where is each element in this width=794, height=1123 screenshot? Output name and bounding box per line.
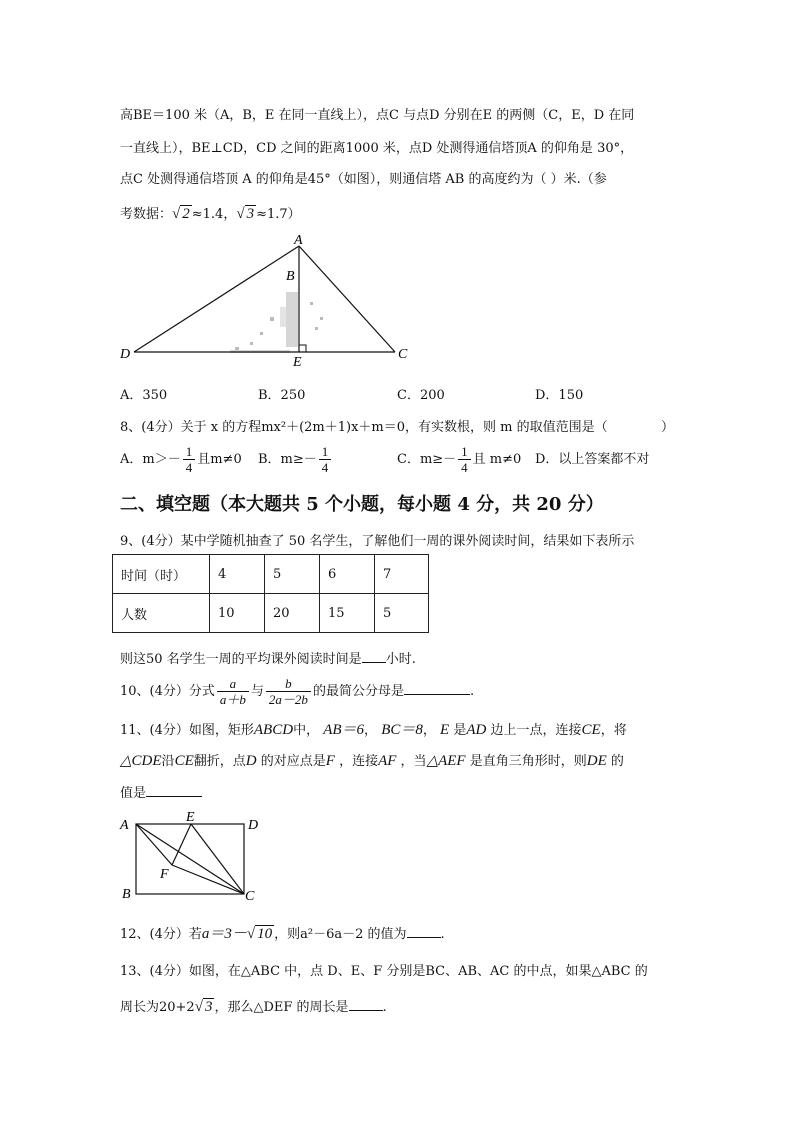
q11-text: 的 bbox=[610, 754, 624, 769]
q13-end: . bbox=[382, 1000, 387, 1015]
q8-option-d[interactable]: D．以上答案都不对 bbox=[535, 452, 650, 467]
sqrt-3: √ 3 bbox=[194, 999, 213, 1015]
math-a-equals: a＝3－ bbox=[201, 926, 247, 942]
q11-text: ， bbox=[422, 723, 436, 738]
table-cell: 4 bbox=[210, 555, 265, 594]
table-cell: 时间（时） bbox=[113, 555, 210, 594]
q11-figure bbox=[112, 812, 272, 902]
q9-answer-prefix: 则这50 名学生一周的平均课外阅读时间是 bbox=[120, 652, 362, 667]
table-row bbox=[113, 594, 429, 633]
q7-option-b[interactable]: B．250 bbox=[258, 388, 306, 403]
math-ce: CE bbox=[581, 722, 601, 738]
math-abcd: ABCD bbox=[253, 722, 294, 738]
q11-text: 中， bbox=[293, 723, 320, 738]
q8-option-b-prefix: B．m≥－ bbox=[258, 452, 317, 467]
q8-option-c-suffix: 且 m≠0 bbox=[472, 452, 522, 467]
q12-end: . bbox=[440, 927, 445, 942]
table-cell: 6 bbox=[320, 555, 375, 594]
q9-answer-line bbox=[120, 648, 416, 667]
q11-text: 的对应点是 bbox=[260, 754, 326, 769]
q9-answer-suffix: 小时. bbox=[385, 652, 416, 667]
answer-blank[interactable] bbox=[362, 650, 386, 663]
q10-line bbox=[120, 672, 474, 712]
q12-suffix: ，则a²－6a－2 的值为 bbox=[274, 927, 407, 942]
q13-suffix: ，那么△DEF 的周长是 bbox=[214, 1000, 349, 1015]
q7-option-c[interactable]: C．200 bbox=[397, 388, 445, 403]
sqrt-3: √ 3 bbox=[236, 206, 255, 222]
math-aef: △AEF bbox=[426, 753, 466, 769]
q11-line-3 bbox=[120, 782, 202, 801]
section-2-heading: 二、填空题（本大题共 5 个小题，每小题 4 分，共 20 分） bbox=[120, 494, 604, 515]
label-d: D bbox=[248, 818, 259, 833]
q8-option-b[interactable] bbox=[258, 440, 333, 480]
q11-text: ， bbox=[364, 723, 378, 738]
fraction-1-4: $\frac{1}{4}$ bbox=[319, 444, 332, 475]
q7-line-3: 点C 处测得通信塔顶 A 的仰角是45°（如图），则通信塔 AB 的高度约为（ ）米.（参 bbox=[120, 172, 607, 187]
q11-text: 值是 bbox=[120, 786, 147, 801]
figure-speckle bbox=[230, 292, 323, 353]
q10-suffix: 的最简公分母是 bbox=[312, 684, 404, 699]
approx-1: ≈1.4， bbox=[191, 207, 237, 222]
label-a: A bbox=[294, 233, 303, 248]
line-ef bbox=[172, 824, 191, 865]
label-a: A bbox=[120, 818, 129, 833]
label-b: B bbox=[122, 887, 131, 902]
q8-close-paren: ） bbox=[661, 420, 675, 435]
math-af: AF bbox=[378, 753, 397, 769]
q10-end: . bbox=[469, 684, 475, 699]
table-cell: 人数 bbox=[113, 594, 210, 633]
q13-line-1: 13、(4分）如图，在△ABC 中，点 D、E、F 分别是BC、AB、AC 的中点，如果△ABC 的 bbox=[120, 964, 648, 979]
q8-option-c-prefix: C．m≥－ bbox=[397, 452, 457, 467]
q12-line bbox=[120, 922, 445, 943]
label-c: C bbox=[398, 347, 408, 362]
q11-text: 边上一点，连接 bbox=[490, 723, 582, 738]
table-cell: 10 bbox=[210, 594, 265, 633]
fraction-b-over-2a-minus-2b: $\frac{b}{2a-2b}$ bbox=[266, 676, 311, 707]
math-bc-8: BC＝8 bbox=[381, 722, 423, 738]
table-row bbox=[113, 555, 429, 594]
right-angle-mark bbox=[299, 345, 306, 352]
q11-text: ，连接 bbox=[339, 754, 379, 769]
q8-stem-text: 8、(4分）关于 x 的方程mx²＋(2m＋1)x＋m＝0，有实数根，则 m 的取值范围是（ bbox=[120, 420, 608, 435]
q8-stem bbox=[120, 416, 608, 435]
q11-text: ，将 bbox=[600, 723, 627, 738]
q7-line-2: 一直线上），BE⊥CD，CD 之间的距离1000 米，点D 处测得通信塔顶A 的仰角是 30°， bbox=[120, 141, 634, 156]
fraction-a-over-a-plus-b: $\frac{a}{a+b}$ bbox=[217, 676, 249, 707]
q7-option-d[interactable]: D．150 bbox=[535, 388, 584, 403]
table-cell: 5 bbox=[375, 594, 429, 633]
math-ab-6: AB＝6 bbox=[323, 722, 365, 738]
q9-stem: 9、(4分）某中学随机抽查了 50 名学生，了解他们一周的课外阅读时间，结果如下表所示 bbox=[120, 534, 635, 549]
q7-line-1: 高BE＝100 米（A，B，E 在同一直线上），点C 与点D 分别在E 的两侧（C，E，D 在同 bbox=[120, 108, 635, 123]
q11-text: 翻折，点 bbox=[193, 754, 246, 769]
table-cell: 15 bbox=[320, 594, 375, 633]
line-ac bbox=[299, 246, 395, 352]
math-e: E bbox=[440, 722, 450, 738]
q11-text: 沿 bbox=[161, 754, 175, 769]
fraction-1-4: $\frac{1}{4}$ bbox=[458, 444, 471, 475]
line-da bbox=[134, 246, 299, 352]
math-ad: AD bbox=[466, 722, 487, 738]
q8-option-a[interactable] bbox=[120, 440, 242, 480]
label-b: B bbox=[286, 269, 295, 284]
fraction-1-4: $\frac{1}{4}$ bbox=[183, 444, 196, 475]
sqrt-2: √ 2 bbox=[172, 206, 190, 222]
q11-text: 11、(4分）如图，矩形 bbox=[120, 723, 254, 738]
answer-blank[interactable] bbox=[407, 925, 441, 938]
q11-text: 是 bbox=[453, 723, 467, 738]
q8-option-a-suffix: 且m≠0 bbox=[197, 452, 242, 467]
q7-option-a[interactable]: A．350 bbox=[120, 388, 168, 403]
q7-line-4 bbox=[120, 203, 301, 223]
math-f: F bbox=[325, 753, 335, 769]
label-d: D bbox=[120, 347, 131, 362]
math-ce: CE bbox=[174, 753, 194, 769]
q7-figure bbox=[110, 232, 430, 372]
q8-option-a-prefix: A．m＞－ bbox=[120, 452, 181, 467]
q9-table bbox=[112, 554, 429, 633]
answer-blank[interactable] bbox=[349, 998, 383, 1011]
label-c: C bbox=[245, 889, 255, 902]
sqrt-10: √ 10 bbox=[246, 926, 273, 942]
table-cell: 7 bbox=[375, 555, 429, 594]
q11-line-2 bbox=[120, 750, 624, 770]
q12-prefix: 12、(4分）若 bbox=[120, 927, 202, 942]
table-cell: 20 bbox=[265, 594, 320, 633]
q13-prefix: 周长为20+2 bbox=[120, 1000, 195, 1015]
answer-blank[interactable] bbox=[404, 682, 470, 695]
line-ac bbox=[136, 824, 244, 894]
math-de: DE bbox=[586, 753, 607, 769]
q8-option-c[interactable] bbox=[397, 440, 521, 480]
answer-blank[interactable] bbox=[146, 784, 202, 797]
label-e: E bbox=[186, 812, 195, 825]
q10-and: 与 bbox=[250, 684, 264, 699]
table-cell: 5 bbox=[265, 555, 320, 594]
q13-line-2 bbox=[120, 996, 387, 1016]
label-e: E bbox=[293, 355, 302, 370]
q10-prefix: 10、(4分）分式 bbox=[120, 684, 215, 699]
q11-text: ，当 bbox=[400, 754, 427, 769]
q11-line-1 bbox=[120, 718, 627, 739]
q11-text: 是直角三角形时，则 bbox=[469, 754, 587, 769]
label-f: F bbox=[160, 867, 169, 882]
math-d: D bbox=[245, 753, 257, 769]
approx-2: ≈1.7） bbox=[256, 207, 301, 222]
q7-reference-label: 考数据： bbox=[120, 207, 173, 222]
math-cde: △CDE bbox=[120, 753, 162, 769]
